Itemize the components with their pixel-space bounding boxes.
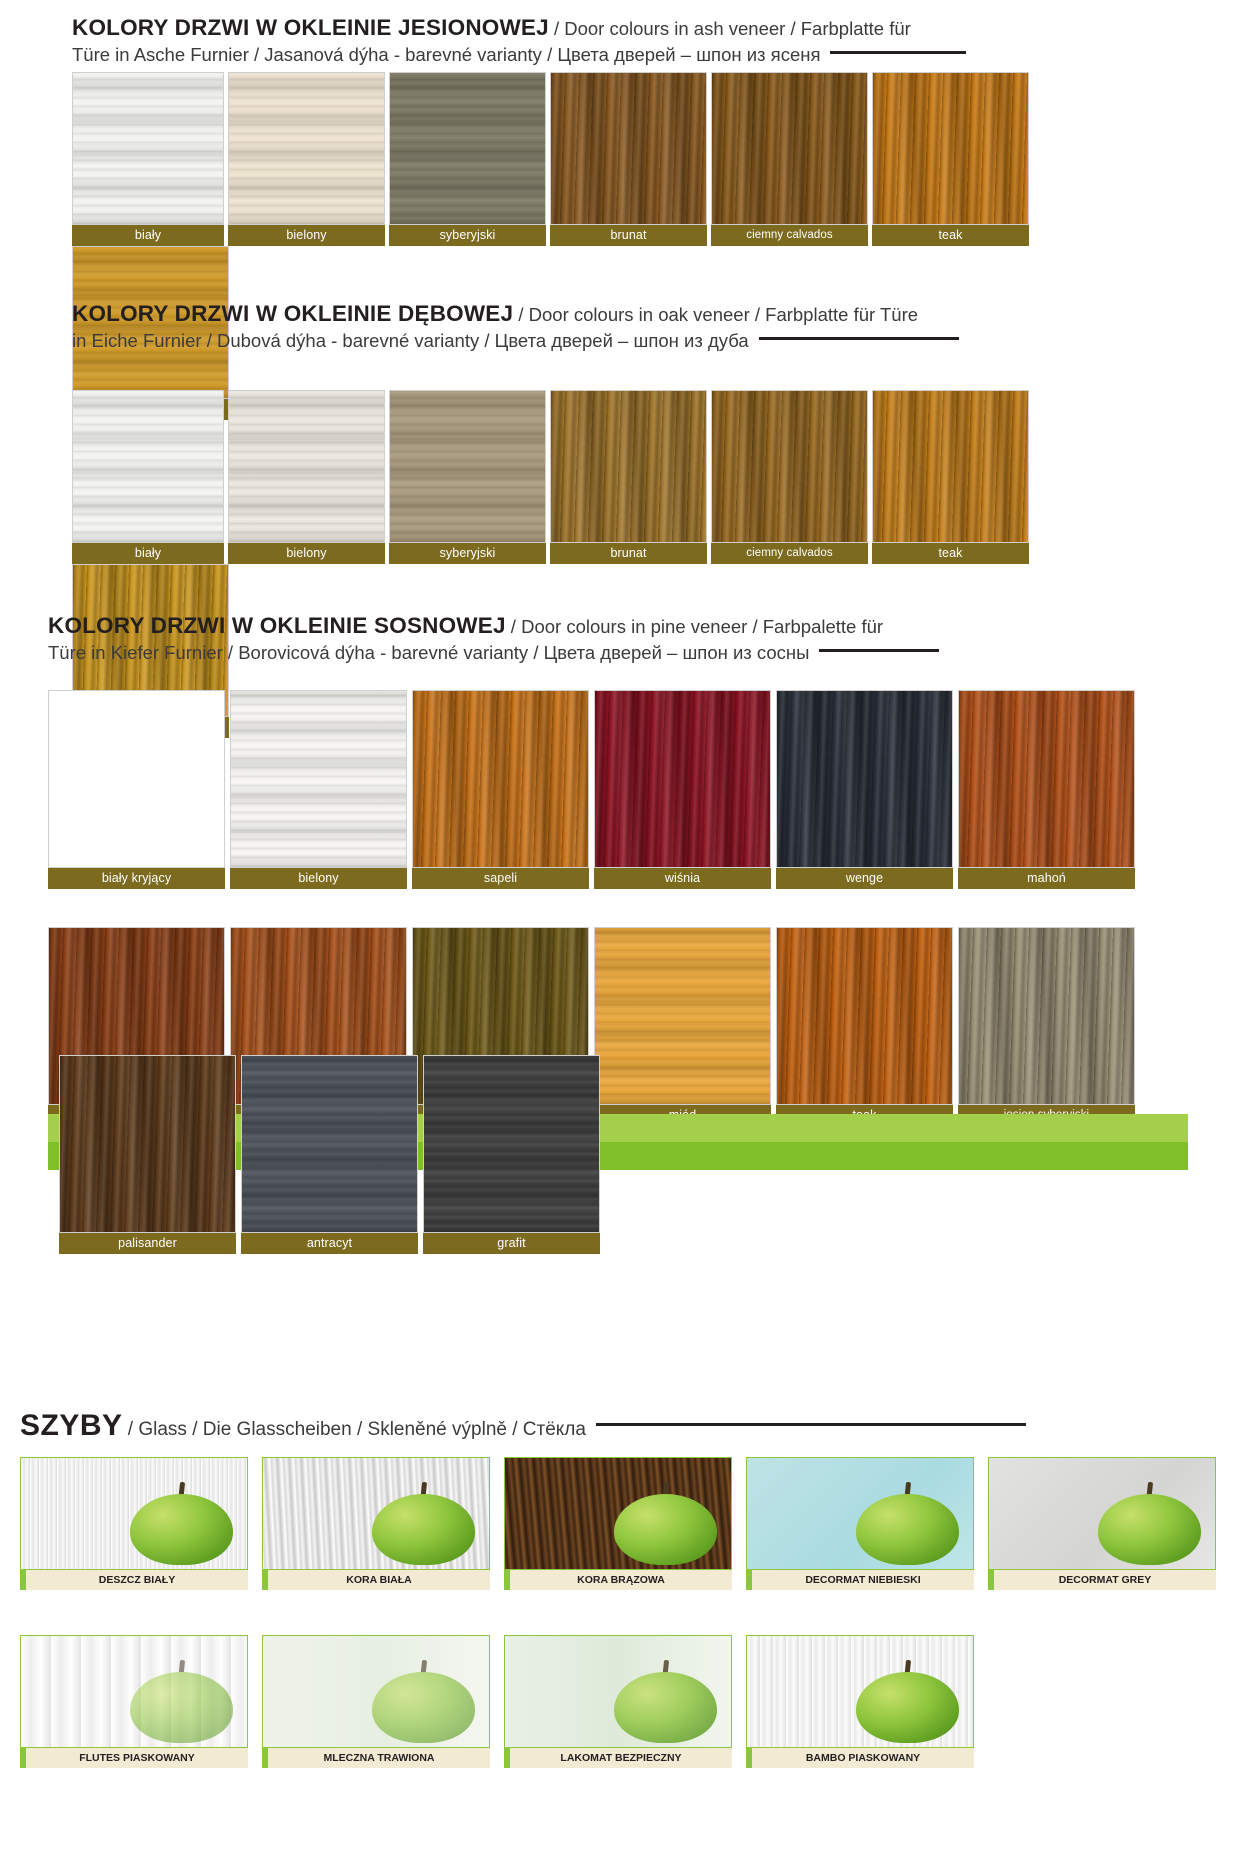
apple-image <box>614 1660 718 1742</box>
swatch-label: wiśnia <box>594 868 771 889</box>
swatch-color <box>412 690 589 868</box>
swatch-cell[interactable] <box>389 390 546 564</box>
glass-row-1 <box>20 1457 1230 1590</box>
swatch-label: syberyjski <box>389 225 546 246</box>
section-pine-title: KOLORY DRZWI W OKLEINIE SOSNOWEJ <box>48 613 506 638</box>
glass-label: DESZCZ BIAŁY <box>20 1570 248 1590</box>
heading-rule <box>596 1423 1026 1426</box>
glass-cell[interactable] <box>262 1457 490 1590</box>
swatch-label: bielony <box>228 543 385 564</box>
swatch-label: syberyjski <box>389 543 546 564</box>
heading-rule <box>830 51 966 54</box>
pine-row-3 <box>59 1055 1199 1254</box>
glass-cell[interactable] <box>988 1457 1216 1590</box>
swatch-label: brunat <box>550 225 707 246</box>
section-oak-heading <box>0 300 1248 353</box>
swatch-label: mahoń <box>958 868 1135 889</box>
swatch-cell[interactable] <box>412 690 589 889</box>
pine-row-1 <box>48 690 1188 889</box>
section-ash-swatch-grid <box>72 72 1182 420</box>
swatch-color <box>241 1055 418 1233</box>
swatch-color <box>872 390 1029 543</box>
section-glass <box>0 1395 1248 1870</box>
swatch-cell[interactable] <box>594 690 771 889</box>
glass-cell[interactable] <box>20 1457 248 1590</box>
apple-body <box>614 1672 718 1743</box>
swatch-color <box>48 690 225 868</box>
section-ash-heading <box>0 0 1248 67</box>
section-pine-heading <box>0 612 1248 665</box>
glass-label: FLUTES PIASKOWANY <box>20 1748 248 1768</box>
glass-label: BAMBO PIASKOWANY <box>746 1748 974 1768</box>
swatch-color <box>711 390 868 543</box>
swatch-label: ciemny calvados <box>711 225 868 246</box>
apple-image <box>1098 1482 1202 1564</box>
apple-body <box>130 1494 234 1565</box>
apple-body <box>130 1672 234 1743</box>
swatch-color <box>594 690 771 868</box>
swatch-label: bielony <box>228 225 385 246</box>
section-pine <box>0 612 1248 1250</box>
section-ash-subtitle-2: Türe in Asche Furnier / Jasanová dýha - barevné varianty / Цвета дверей – шпон из ясеня <box>72 43 821 65</box>
glass-row-2 <box>20 1635 1230 1768</box>
swatch-label: wenge <box>776 868 953 889</box>
heading-rule <box>759 337 959 340</box>
apple-body <box>856 1494 960 1565</box>
glass-cell[interactable] <box>746 1635 974 1768</box>
swatch-color <box>72 390 224 543</box>
swatch-label: biały <box>72 543 224 564</box>
swatch-cell[interactable] <box>59 1055 236 1254</box>
swatch-color <box>423 1055 600 1233</box>
apple-body <box>856 1672 960 1743</box>
swatch-cell[interactable] <box>776 690 953 889</box>
section-ash-title: KOLORY DRZWI W OKLEINIE JESIONOWEJ <box>72 15 549 40</box>
swatch-cell[interactable] <box>423 1055 600 1254</box>
glass-label: DECORMAT GREY <box>988 1570 1216 1590</box>
swatch-color <box>389 390 546 543</box>
glass-cell[interactable] <box>504 1457 732 1590</box>
swatch-label: antracyt <box>241 1233 418 1254</box>
swatch-cell[interactable] <box>72 72 224 246</box>
glass-preview <box>988 1457 1216 1570</box>
heading-rule <box>819 649 939 652</box>
section-pine-subtitle: / Door colours in pine veneer / Farbpalette für <box>505 616 884 637</box>
swatch-cell[interactable] <box>872 72 1029 246</box>
swatch-cell[interactable] <box>550 72 707 246</box>
apple-image <box>372 1482 476 1564</box>
swatch-label: teak <box>872 543 1029 564</box>
section-ash <box>0 0 1248 242</box>
section-oak-title: KOLORY DRZWI W OKLEINIE DĘBOWEJ <box>72 301 514 326</box>
swatch-color <box>711 72 868 225</box>
swatch-label: ciemny calvados <box>711 543 868 564</box>
swatch-label: brunat <box>550 543 707 564</box>
section-oak-subtitle: / Door colours in oak veneer / Farbplatte für Türe <box>513 304 919 325</box>
glass-cell[interactable] <box>262 1635 490 1768</box>
glass-preview <box>20 1457 248 1570</box>
swatch-color <box>72 72 224 225</box>
swatch-cell[interactable] <box>550 390 707 564</box>
glass-preview <box>262 1635 490 1748</box>
glass-label: DECORMAT NIEBIESKI <box>746 1570 974 1590</box>
glass-preview <box>504 1635 732 1748</box>
swatch-label: biały <box>72 225 224 246</box>
apple-image <box>614 1482 718 1564</box>
glass-preview <box>746 1457 974 1570</box>
glass-label: LAKOMAT BEZPIECZNY <box>504 1748 732 1768</box>
apple-body <box>614 1494 718 1565</box>
section-ash-subtitle: / Door colours in ash veneer / Farbplatte für <box>548 18 911 39</box>
swatch-cell[interactable] <box>230 690 407 889</box>
swatch-color <box>958 690 1135 868</box>
section-glass-subtitle: / Glass / Die Glasscheiben / Skleněné výplně / Стёкла <box>122 1419 586 1440</box>
glass-preview <box>20 1635 248 1748</box>
swatch-color <box>389 72 546 225</box>
apple-image <box>130 1482 234 1564</box>
swatch-cell[interactable] <box>711 390 868 564</box>
glass-preview <box>504 1457 732 1570</box>
swatch-label: teak <box>872 225 1029 246</box>
apple-image <box>130 1660 234 1742</box>
section-oak <box>0 300 1248 560</box>
swatch-color <box>59 1055 236 1233</box>
swatch-label: bielony <box>230 868 407 889</box>
swatch-cell[interactable] <box>228 72 385 246</box>
section-glass-title: SZYBY <box>20 1409 123 1442</box>
glass-label: KORA BIAŁA <box>262 1570 490 1590</box>
swatch-color <box>228 390 385 543</box>
swatch-color <box>550 72 707 225</box>
glass-cell[interactable] <box>20 1635 248 1768</box>
glass-label: KORA BRĄZOWA <box>504 1570 732 1590</box>
swatch-cell[interactable] <box>228 390 385 564</box>
swatch-cell[interactable] <box>72 390 224 564</box>
glass-preview <box>746 1635 974 1748</box>
glass-preview <box>262 1457 490 1570</box>
apple-body <box>1098 1494 1202 1565</box>
swatch-cell[interactable] <box>389 72 546 246</box>
apple-image <box>372 1660 476 1742</box>
apple-body <box>372 1494 476 1565</box>
glass-cell[interactable] <box>746 1457 974 1590</box>
swatch-label: palisander <box>59 1233 236 1254</box>
swatch-cell[interactable] <box>241 1055 418 1254</box>
section-oak-subtitle-2: in Eiche Furnier / Dubová dýha - barevné varianty / Цвета дверей – шпон из дуба <box>72 329 749 351</box>
swatch-color <box>228 72 385 225</box>
apple-image <box>856 1660 960 1742</box>
section-oak-swatch-grid <box>72 390 1182 738</box>
swatch-cell[interactable] <box>872 390 1029 564</box>
apple-image <box>856 1482 960 1564</box>
swatch-color <box>872 72 1029 225</box>
swatch-color <box>776 690 953 868</box>
swatch-label: sapeli <box>412 868 589 889</box>
glass-label: MLECZNA TRAWIONA <box>262 1748 490 1768</box>
swatch-cell[interactable] <box>48 690 225 889</box>
swatch-cell[interactable] <box>958 690 1135 889</box>
section-pine-subtitle-2: Türe in Kiefer Furnier / Borovicová dýha - barevné varianty / Цвета дверей – шпон из сосны <box>48 641 810 663</box>
glass-cell[interactable] <box>504 1635 732 1768</box>
section-glass-heading <box>0 1395 1248 1443</box>
swatch-label: grafit <box>423 1233 600 1254</box>
apple-body <box>372 1672 476 1743</box>
swatch-cell[interactable] <box>711 72 868 246</box>
swatch-label: biały kryjący <box>48 868 225 889</box>
swatch-color <box>230 690 407 868</box>
swatch-color <box>550 390 707 543</box>
